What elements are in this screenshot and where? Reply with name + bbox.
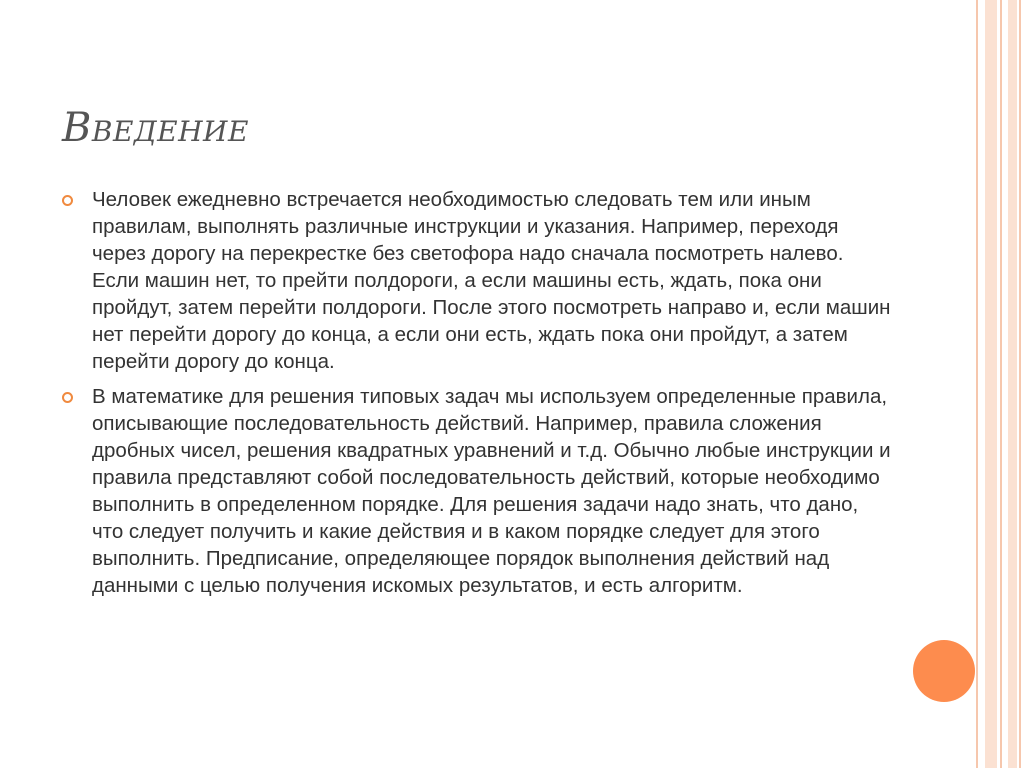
decorative-stripe [976, 0, 978, 768]
bullet-text: В математике для решения типовых задач мы используем определенные правила, описывающие последовательность действий. Например, правила сложения дробных чисел, решения квадратных уравнений и т.д. Обычно любые инструкции и правила представляют собой последовательность действий, которые необходимо выполнить в определенном порядке. Для решения задачи надо знать, что дано, что следует получить и какие действия и в каком порядке следует для этого выполнить. Предписание, определяющее порядок выполнения действий над данными с целью получения искомых результатов, и есть алгоритм. [92, 385, 891, 597]
bullet-text: Человек ежедневно встречается необходимостью следовать тем или иным правилам, выполнять различные инструкции и указания. Например, переходя через дорогу на перекрестке без светофора надо сначала посмотреть налево. Если машин нет, то прейти полдороги, а если машины есть, ждать, пока они пройдут, затем перейти полдороги. После этого посмотреть направо и, если машин нет перейти дорогу до конца, а если они есть, ждать пока они пройдут, а затем перейти дорогу до конца. [92, 188, 891, 373]
decorative-stripe [1019, 0, 1021, 768]
decorative-stripe [1008, 0, 1017, 768]
slide-title: Введение [62, 105, 249, 151]
bullet-circle-icon [62, 392, 73, 403]
decorative-stripe [985, 0, 997, 768]
bullet-circle-icon [62, 195, 73, 206]
bullet-item [62, 186, 892, 375]
decorative-circle-icon [913, 640, 975, 702]
bullet-item [62, 383, 892, 599]
bullet-list [62, 186, 892, 607]
decorative-stripe [1000, 0, 1002, 768]
